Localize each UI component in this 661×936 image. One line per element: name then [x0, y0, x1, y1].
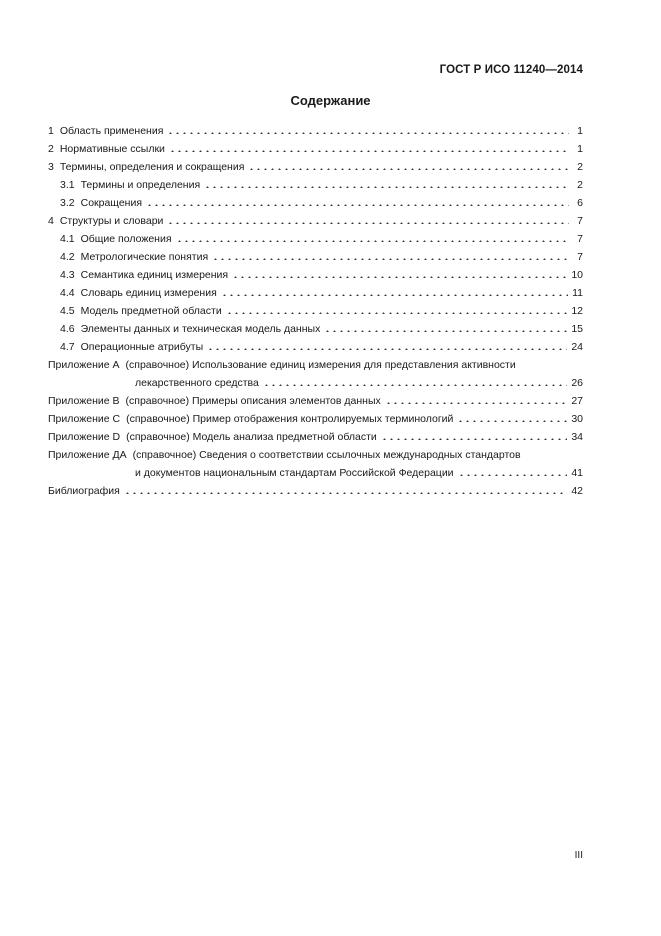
toc-entry-page: 12	[571, 305, 583, 317]
toc-entry-page: 2	[577, 161, 583, 173]
toc-entry[interactable]	[48, 158, 583, 176]
dot-leader	[221, 286, 568, 296]
toc-entry-number: Приложение ДА	[48, 449, 127, 461]
dot-leader	[146, 196, 569, 206]
toc-entry-number: Приложение D	[48, 431, 121, 443]
toc-entry-label: (справочное) Модель анализа предметной области	[126, 431, 377, 443]
toc-entry-label: лекарственного средства	[135, 377, 259, 389]
toc-entry-page: 10	[571, 269, 583, 281]
toc-entry-number: 3	[48, 161, 54, 173]
table-of-contents	[48, 122, 583, 500]
toc-entry-label: Словарь единиц измерения	[80, 287, 217, 299]
toc-entry[interactable]	[48, 338, 583, 356]
toc-entry[interactable]	[48, 212, 583, 230]
toc-entry[interactable]	[48, 356, 583, 374]
toc-entry[interactable]	[48, 194, 583, 212]
toc-entry-label: Сокращения	[80, 197, 143, 209]
toc-entry[interactable]	[48, 446, 583, 464]
toc-entry[interactable]	[48, 140, 583, 158]
dot-leader	[458, 466, 568, 476]
dot-leader	[232, 268, 567, 278]
toc-entry-number: 1	[48, 125, 54, 137]
toc-entry-label: Операционные атрибуты	[80, 341, 204, 353]
toc-entry-number: 4.3	[60, 269, 75, 281]
toc-entry[interactable]	[48, 302, 583, 320]
page-number: III	[574, 850, 583, 861]
toc-entry-label: и документов национальным стандартам Российской Федерации	[135, 467, 454, 479]
toc-entry-number: 4.1	[60, 233, 75, 245]
toc-entry-label: Элементы данных и техническая модель данных	[80, 323, 321, 335]
toc-entry-number: 4.4	[60, 287, 75, 299]
toc-entry-label: Библиография	[48, 485, 120, 497]
toc-entry-page: 27	[571, 395, 583, 407]
toc-entry-page: 2	[577, 179, 583, 191]
toc-entry-number: 3.2	[60, 197, 75, 209]
toc-entry-page: 42	[571, 485, 583, 497]
toc-entry-page: 34	[571, 431, 583, 443]
toc-entry-page: 24	[571, 341, 583, 353]
toc-entry-page: 30	[571, 413, 583, 425]
toc-entry-page: 11	[572, 287, 583, 299]
page-title: Содержание	[290, 93, 371, 108]
toc-entry-page: 41	[571, 467, 583, 479]
toc-entry-label: Метрологические понятия	[80, 251, 209, 263]
toc-entry-label: Модель предметной области	[80, 305, 222, 317]
dot-leader	[124, 484, 567, 494]
toc-entry-page: 6	[577, 197, 583, 209]
toc-entry-page: 1	[577, 125, 583, 137]
dot-leader	[381, 430, 568, 440]
toc-entry[interactable]	[48, 464, 583, 482]
toc-entry[interactable]	[48, 248, 583, 266]
toc-entry[interactable]	[48, 176, 583, 194]
toc-entry-number: Приложение А	[48, 359, 120, 371]
toc-entry-number: Приложение В	[48, 395, 120, 407]
toc-entry-label: Термины и определения	[80, 179, 201, 191]
toc-entry-number: Приложение С	[48, 413, 121, 425]
toc-entry-label: Область применения	[59, 125, 164, 137]
toc-entry[interactable]	[48, 410, 583, 428]
dot-leader	[207, 340, 567, 350]
toc-entry-label: (справочное) Использование единиц измерения для представления активности	[125, 359, 516, 371]
dot-leader	[457, 412, 567, 422]
toc-entry-number: 3.1	[60, 179, 75, 191]
toc-entry-number: 4	[48, 215, 54, 227]
toc-entry-page: 15	[571, 323, 583, 335]
toc-entry-page: 7	[577, 233, 583, 245]
toc-entry-number: 2	[48, 143, 54, 155]
toc-entry-number: 4.2	[60, 251, 75, 263]
dot-leader	[176, 232, 569, 242]
toc-entry-page: 7	[577, 251, 583, 263]
toc-entry-label: Общие положения	[80, 233, 172, 245]
dot-leader	[167, 214, 569, 224]
dot-leader	[212, 250, 569, 260]
toc-entry[interactable]	[48, 374, 583, 392]
dot-leader	[167, 124, 569, 134]
dot-leader	[248, 160, 569, 170]
toc-entry[interactable]	[48, 284, 583, 302]
toc-entry-number: 4.5	[60, 305, 75, 317]
toc-entry-label: Структуры и словари	[59, 215, 164, 227]
toc-entry-label: Нормативные ссылки	[59, 143, 165, 155]
toc-entry-number: 4.6	[60, 323, 75, 335]
toc-entry-label: Термины, определения и сокращения	[59, 161, 245, 173]
toc-entry-page: 1	[577, 143, 583, 155]
toc-entry[interactable]	[48, 320, 583, 338]
toc-entry[interactable]	[48, 122, 583, 140]
toc-entry-number: 4.7	[60, 341, 75, 353]
dot-leader	[169, 142, 569, 152]
dot-leader	[263, 376, 568, 386]
toc-entry[interactable]	[48, 230, 583, 248]
dot-leader	[385, 394, 568, 404]
toc-entry[interactable]	[48, 482, 583, 500]
dot-leader	[204, 178, 569, 188]
toc-entry[interactable]	[48, 266, 583, 284]
toc-entry-page: 7	[577, 215, 583, 227]
toc-entry[interactable]	[48, 392, 583, 410]
toc-entry-label: (справочное) Сведения о соответствии ссылочных международных стандартов	[132, 449, 521, 461]
toc-entry-page: 26	[571, 377, 583, 389]
document-header: ГОСТ Р ИСО 11240—2014	[439, 64, 583, 76]
dot-leader	[324, 322, 567, 332]
toc-entry-label: Семантика единиц измерения	[80, 269, 229, 281]
toc-entry[interactable]	[48, 428, 583, 446]
toc-entry-label: (справочное) Примеры описания элементов данных	[125, 395, 381, 407]
dot-leader	[226, 304, 568, 314]
toc-entry-label: (справочное) Пример отображения контролируемых терминологий	[126, 413, 454, 425]
